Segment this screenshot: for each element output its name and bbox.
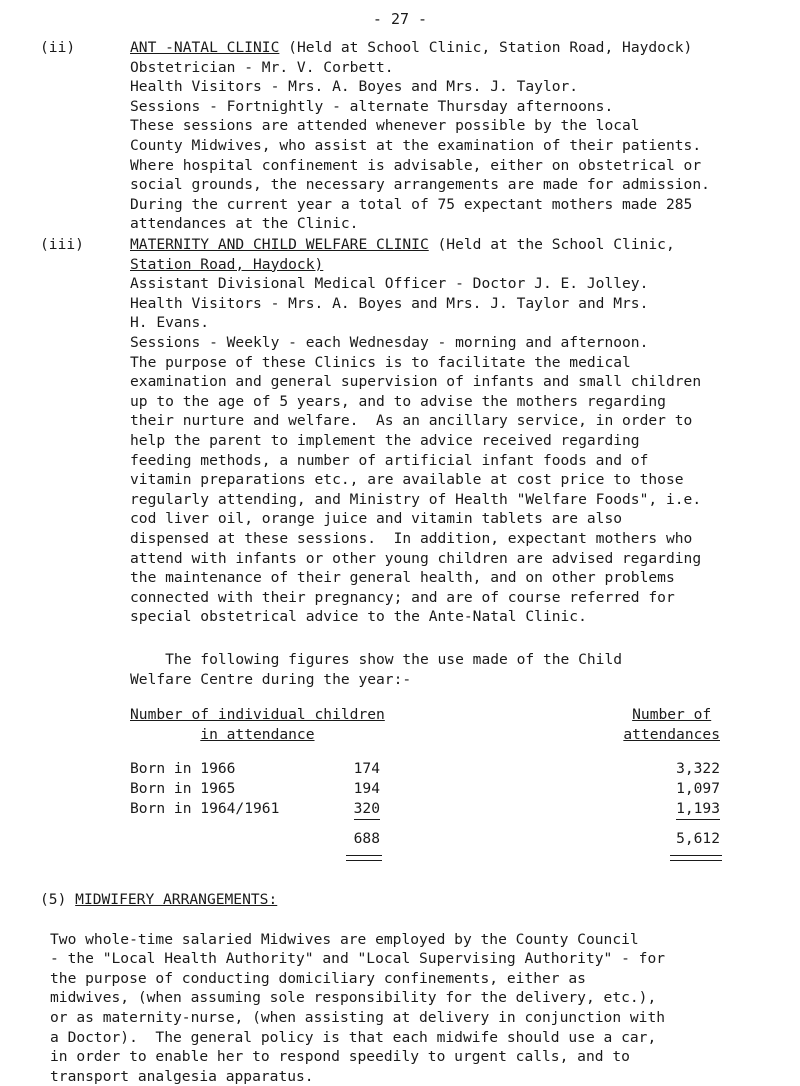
section-title-line2: Station Road, Haydock) <box>130 255 324 273</box>
paragraph-line: attend with infants or other young children are advised regarding <box>130 549 702 567</box>
table-total-row <box>130 829 780 849</box>
section-heading <box>130 38 780 58</box>
total-attendances: 5,612 <box>676 830 720 847</box>
table-row <box>130 779 780 799</box>
header-line: attendances <box>623 725 720 743</box>
section-marker: (5) <box>40 891 67 908</box>
section-heading <box>40 890 780 910</box>
paragraph-line: the purpose of conducting domiciliary confinements, either as <box>50 969 586 987</box>
section-maternity-child-welfare-clinic <box>40 235 780 627</box>
paragraph-line: dispensed at these sessions. In addition, expectant mothers who <box>130 529 693 547</box>
paragraph-line: cod liver oil, orange juice and vitamin tablets are also <box>130 510 623 528</box>
section-marker: (ii) <box>40 39 76 56</box>
row-children: 174 <box>353 760 380 777</box>
paragraph-line: Sessions - Fortnightly - alternate Thursday afternoons. <box>130 97 614 115</box>
table-row <box>130 799 780 819</box>
row-attendances: 1,193 <box>676 799 720 820</box>
paragraph-line: Obstetrician - Mr. V. Corbett. <box>130 58 394 76</box>
row-children-wrap <box>320 799 380 820</box>
figures-intro <box>130 650 780 689</box>
table-header-children <box>130 705 385 744</box>
paragraph-line: Health Visitors - Mrs. A. Boyes and Mrs. J. Taylor and Mrs. <box>130 294 649 312</box>
row-label: Born in 1966 <box>130 760 236 777</box>
paragraph-line: the maintenance of their general health, and on other problems <box>130 569 675 587</box>
paragraph-line: up to the age of 5 years, and to advise the mothers regarding <box>130 392 666 410</box>
paragraph-line: in order to enable her to respond speedily to urgent calls, and to <box>50 1048 630 1066</box>
paragraph-line: midwives, (when assuming sole responsibility for the delivery, etc.), <box>50 989 657 1007</box>
paragraph-line: help the parent to implement the advice received regarding <box>130 431 640 449</box>
section-ante-natal-clinic <box>40 38 780 234</box>
total-children-double-rule <box>346 855 382 861</box>
row-children: 194 <box>353 780 380 797</box>
paragraph-line: Assistant Divisional Medical Officer - Doctor J. E. Jolley. <box>130 275 649 293</box>
paragraph-line: a Doctor). The general policy is that each midwife should use a car, <box>50 1028 657 1046</box>
header-line: Number of individual children <box>130 706 385 723</box>
header-line: in attendance <box>200 725 315 743</box>
total-children: 688 <box>353 830 380 847</box>
total-attendances-double-rule <box>670 855 722 861</box>
paragraph-line: feeding methods, a number of artificial infant foods and of <box>130 451 649 469</box>
paragraph-line: During the current year a total of 75 expectant mothers made 285 <box>130 195 693 213</box>
paragraph-line: regularly attending, and Ministry of Health "Welfare Foods", i.e. <box>130 490 702 508</box>
section-title: ANT -NATAL CLINIC <box>130 39 280 56</box>
section-heading <box>130 235 780 255</box>
row-children: 320 <box>354 799 380 820</box>
page-number: - 27 - <box>372 10 428 28</box>
paragraph-line: The purpose of these Clinics is to facilitate the medical <box>130 353 631 371</box>
row-attendances: 3,322 <box>676 760 720 777</box>
paragraph-line: Two whole-time salaried Midwives are employed by the County Council <box>50 930 639 948</box>
attendance-table <box>130 705 780 865</box>
section-marker: (iii) <box>40 236 84 253</box>
row-attendances: 1,097 <box>676 780 720 797</box>
paragraph-line: These sessions are attended whenever possible by the local <box>130 117 640 135</box>
row-label: Born in 1964/1961 <box>130 800 280 817</box>
section-title-rest: (Held at the School Clinic, <box>428 236 675 253</box>
paragraph-line: connected with their pregnancy; and are of course referred for <box>130 588 675 606</box>
paragraph-line: County Midwives, who assist at the examination of their patients. <box>130 136 702 154</box>
paragraph-line: Where hospital confinement is advisable, either on obstetrical or <box>130 156 702 174</box>
paragraph-line: or as maternity-nurse, (when assisting at delivery in conjunction with <box>50 1008 666 1026</box>
paragraph-line: H. Evans. <box>130 314 210 332</box>
section-title: MATERNITY AND CHILD WELFARE CLINIC <box>130 236 429 253</box>
header-line: Number of <box>632 706 712 723</box>
paragraph-line: vitamin preparations etc., are available at cost price to those <box>130 471 684 489</box>
row-label: Born in 1965 <box>130 780 236 797</box>
paragraph-line: - the "Local Health Authority" and "Local Supervising Authority" - for <box>50 950 666 968</box>
paragraph-line: The following figures show the use made of the Child <box>130 651 623 668</box>
section-title-rest: (Held at School Clinic, Station Road, Haydock) <box>279 39 693 56</box>
paragraph-line: special obstetrical advice to the Ante-Natal Clinic. <box>130 608 587 626</box>
paragraph-line: attendances at the Clinic. <box>130 215 359 233</box>
paragraph-line: transport analgesia apparatus. <box>50 1067 314 1085</box>
row-attendances-wrap <box>630 799 720 820</box>
section-title: MIDWIFERY ARRANGEMENTS: <box>75 891 278 908</box>
paragraph-line: Welfare Centre during the year:- <box>130 670 412 688</box>
paragraph-line: social grounds, the necessary arrangements are made for admission. <box>130 176 710 194</box>
table-row <box>130 759 780 779</box>
section-midwifery-arrangements <box>40 890 780 1086</box>
paragraph-line: Health Visitors - Mrs. A. Boyes and Mrs. J. Taylor. <box>130 78 579 96</box>
table-header-attendances <box>623 705 720 744</box>
paragraph-line: their nurture and welfare. As an ancillary service, in order to <box>130 412 693 430</box>
paragraph-line: examination and general supervision of infants and small children <box>130 373 702 391</box>
paragraph-line: Sessions - Weekly - each Wednesday - morning and afternoon. <box>130 333 649 351</box>
